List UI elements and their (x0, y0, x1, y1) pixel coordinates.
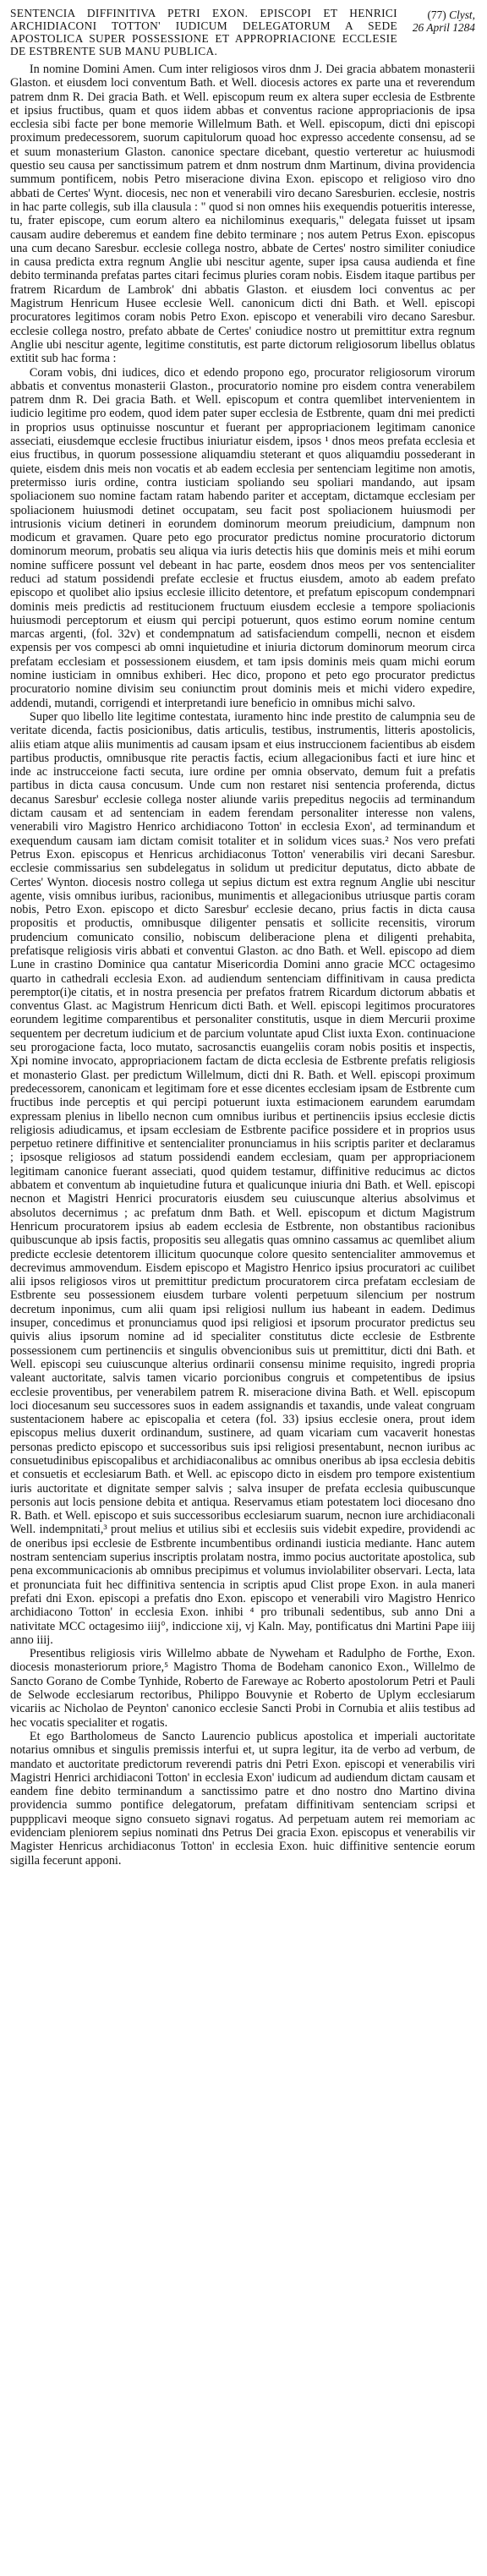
paragraph-libellus: Coram vobis, dni iudices, dico et edendo propono ego, procurator religiosorum virorum abbatis et conventus monasterii Glaston., procuratorio nomine pro eisdem contra venerabilem patrem dnm R. Dei gracia Bath. et Well. episcopum et contra quemlibet intervenientem in iudicio legitime pro eodem, quod idem pater super ecclesia de Estbrente, quam dni mei predicti in proprios usus optinuisse noscuntur et fuerant per appropriacionem legitimam canonice asseciati, eiusdemque ecclesie fructibus iniuriatur eisdem, ipsos ¹ dnos meos prefata ecclesia et eius fructibus, in quorum possessione aliquamdiu steterant et quos aliquamdiu possederant in quiete, eisdem dnis meis non vocatis et ab eadem ecclesia per sentenciam legitime non amotis, pretermisso iuris ordine, contra iusticiam spoliando seu spoliari mandando, aut ipsam spoliacionem suo nomine factam ratam habendo pariter et acceptam, dictamque ecclesiam per spoliacionem huiusmodi detinet occupatam, seu facit post spoliacionem huiusmodi per intrusionis vicium detineri in eorundem dominorum meorum preiudicium, dampnum non modicum et gravamen. Quare peto ego procurator predictus nomine procuratorio dictorum dominorum meorum, probatis seu aliqua via iuris detectis hiis que dominis meis et mihi eorum nomine sufficere possunt vel debeant in hac parte, eosdem dnos meos per vos sentencialiter reduci ad statum possidendi prefate ecclesie et fructus eiusdem, amoto ab eadem prefato episcopo et quolibet alio ipsius ecclesie illicito detentore, et prefatum episcopum condempnari dominis meis predictis ad restitucionem fructuum eiusdem ecclesie a tempore spoliacionis huiusmodi perceptorum et eiusm qui percipi potuerunt, quos estimo eorum nomine centum marcas argenti, (fol. 32v) et condempnatum ad satisfaciendum compelli, necnon et eisdem expensis per vos compesci ab omni inquietudine et iniuria dictorum dominorum meorum circa prefatam ecclesiam et possessionem eiusdem, et tam ipsis dominis meis quam michi eorum nomine iusticiam in omnibus exhiberi. Hec dico, propono et peto ego procurator predictus procuratorio nomine divisim seu coniunctim prout dominis meis et michi videro expedire, addendi, mutandi, corrigendi et interpretandi iure beneficio in omnibus michi salvo. (10, 365, 475, 710)
marginal-place: Clyst, (449, 8, 475, 21)
marginal-number: (77) (427, 8, 446, 21)
marginal-note (401, 8, 475, 34)
marginal-date: 26 April 1284 (412, 21, 475, 34)
paragraph-intro: In nomine Domini Amen. Cum inter religiosos viros dnm J. Dei gracia abbatem monasterii Glaston. et eiusdem loci conventum Bath. et Well. diocesis actores ex parte una et reverendum patrem dnm R. Dei gracia Bath. et Well. episcopum reum ex altera super ecclesia de Estbrente et ipsius fructibus, quam et quos iidem abbas et conventus racione appropriacionis de ipsa ecclesia sibi facte per bone memorie Willelmum Bath. et Well. episcopum, dicti dni episcopi proximum predecessorem, suorum capitulorum quoad hoc expresso accedente consensu, ad se et suum monasterium Glaston. canonice spectare dicebant, questio verteretur ac huiusmodi questio seu causa per sanctissimum patrem et dnm nostrum dnm Martinum, divina providencia summum pontificem, nobis Petro miseracione divina Exon. episcopo et religioso viro dno abbati de Certes' Wynt. diocesis, nec non et venerabili viro decano Saresburien. ecclesie, nostris in hac parte collegis, sub illa clausula : " quod si non omnes hiis exequendis potueritis interesse, tu, frater episcope, cum eorum altero ea nichilominus exequaris," delegata fuisset ut ipsam causam audire deberemus et eandem fine debito terminare ; nos autem Petrus Exon. episcopus una cum decano Saresbur. ecclesie collega nostro, abbate de Certes' nostro similiter coniudice in causa predicta extra regnum Anglie ubi nescitur agente, super ipsa causa audienda et fine debito terminanda prefatas partes citari fecimus pluries coram nobis. Eisdem itaque partibus per fratrem Ricardum de Lambrok' dni abbatis Glaston. et eiusdem loci conventus ac per Magistrum Henricum Husee ecclesie Well. canonicum dicti dni Bath. et Well. episcopi procuratores legitimos coram nobis Petro Exon. episcopo et venerabili viro decano Saresbur. ecclesie collega nostro, prefato abbate de Certes' coniudice nostro ut premittitur extra regnum Anglie ubi nescitur agente, legitime constitutis, est parte dictorum religiosorum libellus oblatus extitit sub hac forma : (10, 63, 475, 366)
document-title: SENTENCIA DIFFINITIVA PETRI EXON. EPISCOPI ET HENRICI ARCHIDIACONI TOTTON' IUDICUM DELEGATORUM A SEDE APOSTOLICA SUPER POSSESSIONE ET APPROPRIACIONE ECCLESIE DE ESTBRENTE SUB MANU PUBLICA. (10, 7, 397, 57)
paragraph-witnesses: Presentibus religiosis viris Willelmo abbate de Nyweham et Radulpho de Forthe, Exon. diocesis monasteriorum priore,⁵ Magistro Thoma de Bodeham canonico Exon., Willelmo de Sancto Gorano de Combe Tynhide, Roberto de Farewaye ac Roberto apostolorum Petri et Pauli de Selwode ecclesiarum rectoribus, Philippo Bouvynie et Roberto de Uplym ecclesiarum vicariis ac Nicholao de Peynton' canonico ecclesie Sancti Probi in Cornubia et aliis testibus ad hec vocatis specialiter et rogatis. (10, 1647, 475, 1730)
document-body (10, 63, 475, 1868)
document-header (10, 7, 475, 57)
paragraph-sentence: Super quo libello lite legitime contestata, iuramento hinc inde prestito de calumpnia seu de veritate dicenda, factis posicionibus, datis articulis, testibus, instrumentis, litteris apostolicis, aliis etiam atque aliis munimentis ad causam ipsam et eius instruccionem facientibus ab eisdem partibus productis, omnibusque rite peractis factis, ecium allegacionibus facti et iure hinc et inde ac instrucceione facti secuta, iure ordine per omnia observato, demum fuit a prefatis partibus in dicta causa concusum. Unde cum non restaret nisi sentencia proferenda, dictus decanus Saresbur' ecclesie collega noster aliunde variis prepeditus negociis ad terminandum dictam causam et ad sentenciam in eadem ferendam personaliter interesse non valens, venerabili viro Magistro Henrico archidiacono Totton' in ecclesia Exon', ad terminandum et exequendum causam iam dictam comisit totaliter et in solidum vices suas.² Nos vero prefati Petrus Exon. episcopus et Henricus archidiaconus Totton' venerabilis viri decani Saresbur. ecclesie commissarius sen subdelegatus in solidum ut predicitur deputatus, dicto abbate de Certes' Wynton. diocesis nostro collega ut sepius dictum est extra regnum Anglie ubi nescitur agente, visis omnibus iuribus, racionibus, munimentis et allegacionibus utriusque partis coram nobis, Petro Exon. episcopo et dicto Saresbur' ecclesie decano, prius factis in dicta causa propositis et productis, omnibusque diligenter pensatis et sollicite recensitis, virorum prudencium comunicato consilio, nobiscum deliberacione plena et diligenti prehabita, prefatisque religiosis viris abbati et conventui Glaston. ac dno Bath. et Well. episcopo ad diem Lune in crastino Dominice qua cantatur Misericordia Domini anno gracie MCC octagesimo quarto in cathedrali ecclesia Exon. ad audiendum sentenciam diffinitivam in causa predicta peremptor(i)e citatis, et in nostra presencia per prefatos fratrem Ricardum dictorum abbatis et conventus Glast. ac Magistrum Henricum dicti Bath. et Well. episcopi legitimos procuratores eorundem legitime comparentibus et personaliter constitutis, usque in diem Mercurii proxime sequentem per decretum iudicium et de parcium voluntate apud Clist iuxta Exon. continuacione seu prorogacione facta, loco mutato, sacrosanctis euangeliis coram nobis positis et inspectis, Xpi nomine invocato, appropriacionem factam de dicta ecclesia de Estbrente prefatis religiosis et monasterio Glast. per predictum Willelmum, dicti dni R. Bath. et Well. episcopi proximum predecessorem, canonicam et legitimam fore et esse dicentes ecclesiam ipsam de Estbrente cum fructibus inde perceptis et qui percipi potuerunt iuxta estimacionem earundem earumdam expressam plenius in libello necnon cum omnibus iuribus et pertinenciis ipsius ecclesie dictis religiosis adiudicamus, et ipsam ecclesiam de Estbrente pacifice possidere et in proprios usus perpetuo retinere diffinitive et sentencialiter pronunciamus in hiis scriptis pariter et declaramus ; ipsosque religiosos ad statum possidendi eandem ecclesiam, quam per appropriacionem legitimam canonice fuerant asseciati, quod quidem testamur, diffinitive reducimus ac dictos abbatem et conventum ab inquietudine futura et qualicunque iniuria dni Bath. et Well. episcopi necnon et Magistri Henrici procuratoris eiusdem seu cuiuscunque alterius absolvimus et absolutos decernimus ; ac prefatum dnm Bath. et Well. episcopum et dictum Magistrum Henricum procuratorem ipsius ab eadem ecclesia de Estbrente, non obstantibus racionibus quibuscunque ab ipsis factis, propositis seu allegatis quas omnino cassamus ac quemlibet alium predicte ecclesie detentorem illicitum quocunque colore quesito sentencialiter ammovemus et decrevimus ammovendum. Eisdem episcopo et Magistro Henrico ipsius procuratori ac cuilibet alii ipsos religiosos viros ut premittitur predictum procuratorem circa prefatam ecclesiam de Estbrente seu possessionem eiusdem turbare volenti perpetuum silencium per nostrum decretum inponimus, cum alii quam ipsi religiosi nullum ius habeant in eadem. Dedimus insuper, concedimus et pronunciamus quod ipsi religiosi et ipsorum procurator predictus seu quivis alius ipsorum nomine ad id specialiter constitutus dicte ecclesie de Estbrente possessionem cum pertinenciis et singulis obvencionibus suis ut premittitur, dicti dni Bath. et Well. episcopi seu cuiuscunque alterius ordinarii consensu minime requisito, ingredi propria valeant auctoritate, salvis tamen vicario porcionibus congruis et competentibus de ipsius ecclesie proventibus, per venerabilem patrem R. miseracione divina Bath. et Well. episcopum loci diocesanum seu successores suos in eadem assignandis et taxandis, unde valeat congruam sustentacionem habere ac episcopalia et cetera (fol. 33) ipsius ecclesie onera, prout idem episcopus melius duxerit ordinandum, sustinere, ad quam vicariam cum vacaverit honestas personas predicto episcopo et successoribus suis ipsi religiosi presentabunt, necnon iuribus ac consuetudinibus episcopalibus et archidiaconalibus ac omnibus oneribus ab ipsa ecclesia debitis et consuetis et ecclesiarum Bath. et Well. ac episcopo dicto in eisdem pro tempore existentium iuris auctoritate et dignitate semper salvis ; salva insuper de prefata ecclesia quibuscunque personis aut locis pensione debita et antiqua. Reservamus etiam potestatem loci diocesano dno R. Bath. et Well. episcopo et suis successoribus ecclesiarum suarum, necnon iure archidiaconali Well. indempnitati,³ prout melius et utilius sibi et ecclesiis suis videbit expedire, providendi ac de oneribus ipsi ecclesie de Estbrente incumbentibus ordinandi iusticia mediante. Hanc autem nostram sentenciam superius inscriptis prolatam nostra, immo pocius auctoritate apostolica, sub pena excommunicacionis ab omnibus precipimus et volumus inviolabiliter observari. Lecta, lata et pronunciata fuit hec diffinitiva sentencia in scriptis apud Clist prope Exon. in aula maneri prefati dni Exon. episcopi a prefatis dno Exon. episcopo et venerabili viro Magistro Henrico archidiacono Totton' in ecclesia Exon. inhibi ⁴ pro tribunali sedentibus, sub anno Dni a nativitate MCC octagesimo iiij°, indiccione xij, vj Kaln. May, pontificatus dni Martini Pape iiij anno iiij. (10, 709, 475, 1647)
paragraph-notary: Et ego Bartholomeus de Sancto Laurencio publicus apostolica et imperiali auctoritate notarius omnibus et singulis premissis interfui et, ut supra legitur, ita de verbo ad verbum, de mandato et auctoritate predictorum reverendi patris dni Petri Exon. episcopi et venerabilis viri Magistri Henrici archidiaconi Totton' in ecclesia Exon' iudicum ad audiendum dictam causam et eandem fine debito terminandum a sanctissimo patre et dno nostro dno Martino divina providencia summo pontifice delegatorum, prefatam diffinitivam sentenciam scripsi et puppplicavi meoque signo consueto signavi rogatus. Ad perpetuam autem rei memoriam ac evidenciam pleniorem sepius nominati dns Petrus Dei gracia Exon. episcopus et venerabilis vir Magister Henricus archidiaconus Totton' in ecclesia Exon. huic diffinitive sentencie eorum sigilla fecerunt apponi. (10, 1729, 475, 1868)
